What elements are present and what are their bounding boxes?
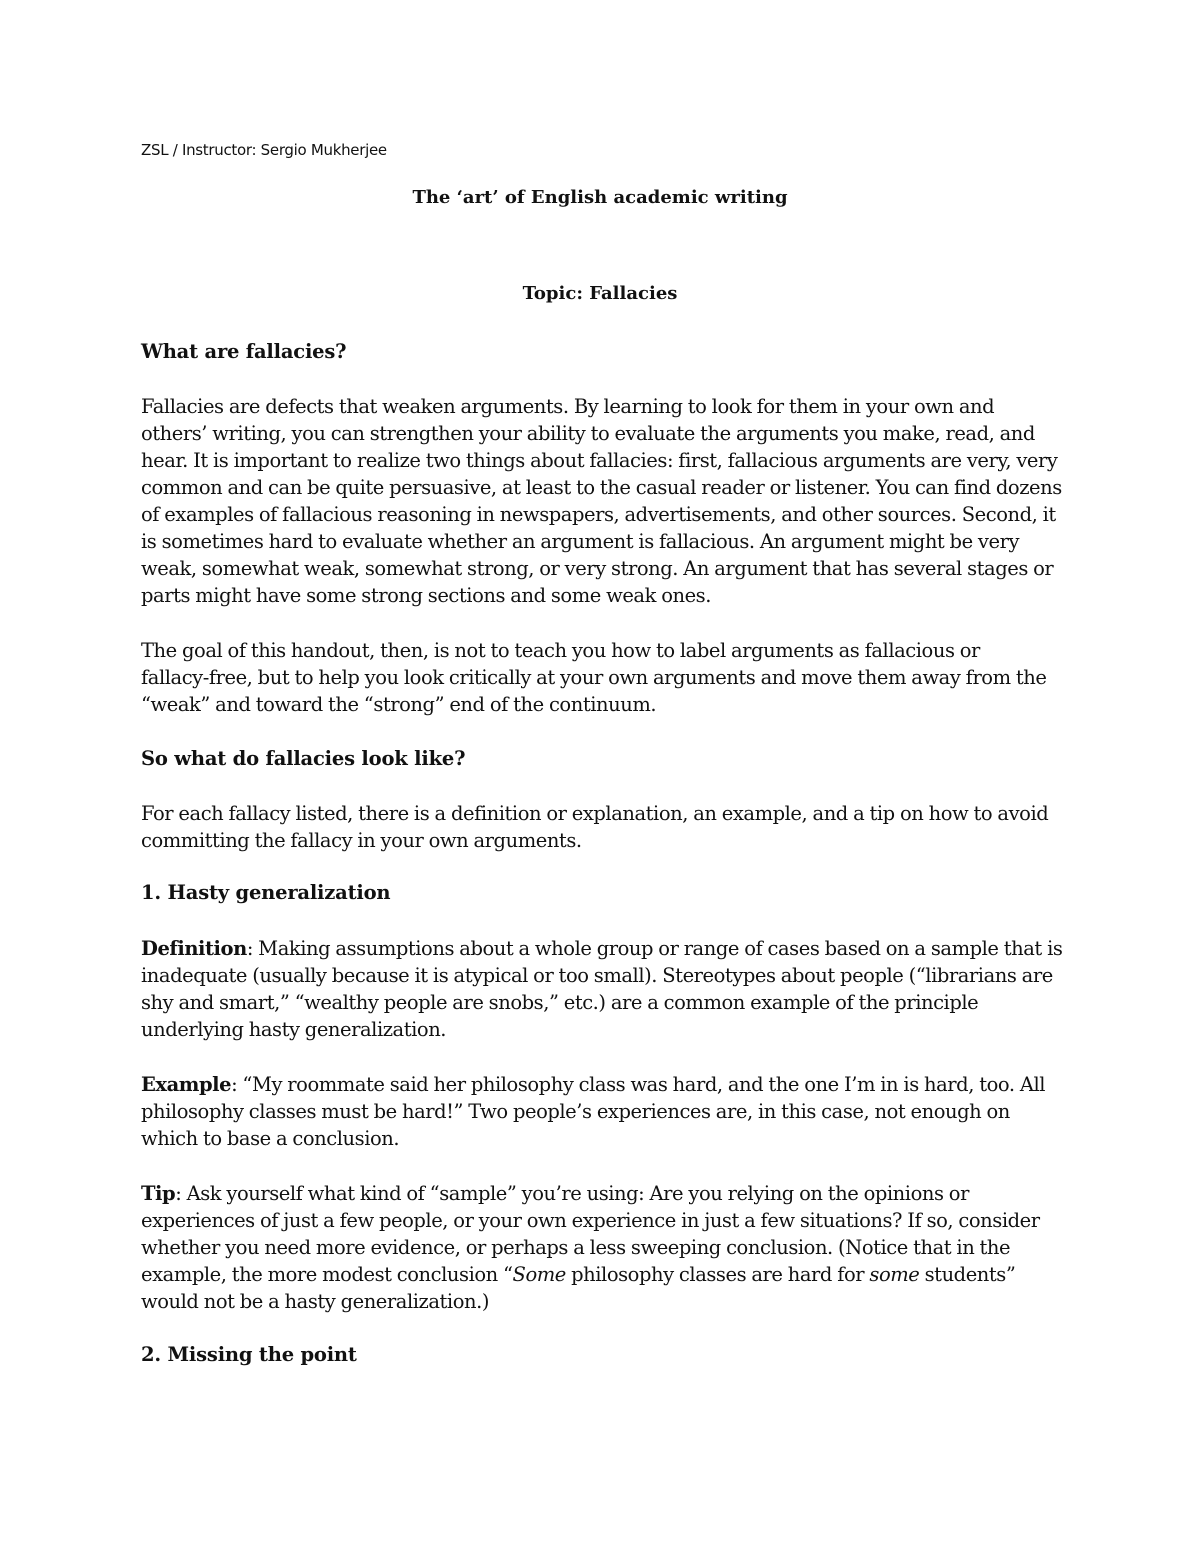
tip-emphasis-some: some [869, 1263, 920, 1286]
heading-what-are-fallacies: What are fallacies? [141, 340, 347, 363]
text-line: parts might have some strong sections and some weak ones. [141, 584, 711, 607]
paragraph-fallacy-list-intro [141, 800, 1071, 854]
text-line: weak, somewhat weak, somewhat strong, or very strong. An argument that has several stages or [141, 557, 1054, 580]
tip-emphasis-some: Some [512, 1263, 566, 1286]
tip-text: : Ask yourself what kind of “sample” you’re using: Are you relying on the opinions or [175, 1182, 969, 1205]
text-line: The goal of this handout, then, is not to teach you how to label arguments as fallacious or [141, 639, 980, 662]
paragraph-hasty-tip [141, 1180, 1071, 1315]
example-text: : “My roommate said her philosophy class was hard, and the one I’m in is hard, too. All [231, 1073, 1046, 1096]
text-line: Fallacies are defects that weaken arguments. By learning to look for them in your own and [141, 395, 995, 418]
paragraph-hasty-example [141, 1071, 1071, 1152]
text-line: whether you need more evidence, or perhaps a less sweeping conclusion. (Notice that in the [141, 1236, 1011, 1259]
text-line: shy and smart,” “wealthy people are snobs,” etc.) are a common example of the principle [141, 991, 979, 1014]
text-line: fallacy-free, but to help you look critically at your own arguments and move them away from the [141, 666, 1047, 689]
text-line: inadequate (usually because it is atypical or too small). Stereotypes about people (“librarians are [141, 964, 1053, 987]
heading-hasty-generalization: 1. Hasty generalization [141, 881, 391, 904]
tip-text-segment: students” [919, 1263, 1016, 1286]
course-instructor-line: ZSL / Instructor: Sergio Mukherjee [141, 141, 387, 159]
text-line [141, 1261, 1071, 1288]
text-line: is sometimes hard to evaluate whether an argument is fallacious. An argument might be very [141, 530, 1020, 553]
example-label: Example [141, 1073, 232, 1096]
heading-fallacies-look-like: So what do fallacies look like? [141, 747, 466, 770]
definition-text: : Making assumptions about a whole group or range of cases based on a sample that is [246, 937, 1063, 960]
text-line: would not be a hasty generalization.) [141, 1290, 489, 1313]
document-title: The ‘art’ of English academic writing [412, 187, 788, 208]
text-line: For each fallacy listed, there is a definition or explanation, an example, and a tip on how to avoid [141, 802, 1049, 825]
heading-missing-the-point: 2. Missing the point [141, 1343, 357, 1366]
tip-label: Tip [141, 1182, 176, 1205]
text-line: committing the fallacy in your own arguments. [141, 829, 582, 852]
text-line: hear. It is important to realize two things about fallacies: first, fallacious arguments are very, very [141, 449, 1058, 472]
tip-text-segment: philosophy classes are hard for [565, 1263, 870, 1286]
text-line: of examples of fallacious reasoning in newspapers, advertisements, and other sources. Second, it [141, 503, 1056, 526]
paragraph-hasty-definition [141, 935, 1071, 1043]
paragraph-fallacies-intro [141, 393, 1071, 609]
paragraph-handout-goal [141, 637, 1071, 718]
text-line [141, 1071, 1071, 1098]
text-line: experiences of just a few people, or your own experience in just a few situations? If so, consider [141, 1209, 1040, 1232]
text-line: common and can be quite persuasive, at least to the casual reader or listener. You can find dozens [141, 476, 1062, 499]
text-line: “weak” and toward the “strong” end of the continuum. [141, 693, 657, 716]
document-topic: Topic: Fallacies [522, 283, 678, 304]
text-line [141, 1180, 1071, 1207]
text-line [141, 935, 1071, 962]
text-line: underlying hasty generalization. [141, 1018, 447, 1041]
text-line: others’ writing, you can strengthen your ability to evaluate the arguments you make, read, and [141, 422, 1035, 445]
definition-label: Definition [141, 937, 247, 960]
text-line: philosophy classes must be hard!” Two people’s experiences are, in this case, not enough on [141, 1100, 1010, 1123]
text-line: which to base a conclusion. [141, 1127, 400, 1150]
tip-text-segment: example, the more modest conclusion “ [141, 1263, 513, 1286]
